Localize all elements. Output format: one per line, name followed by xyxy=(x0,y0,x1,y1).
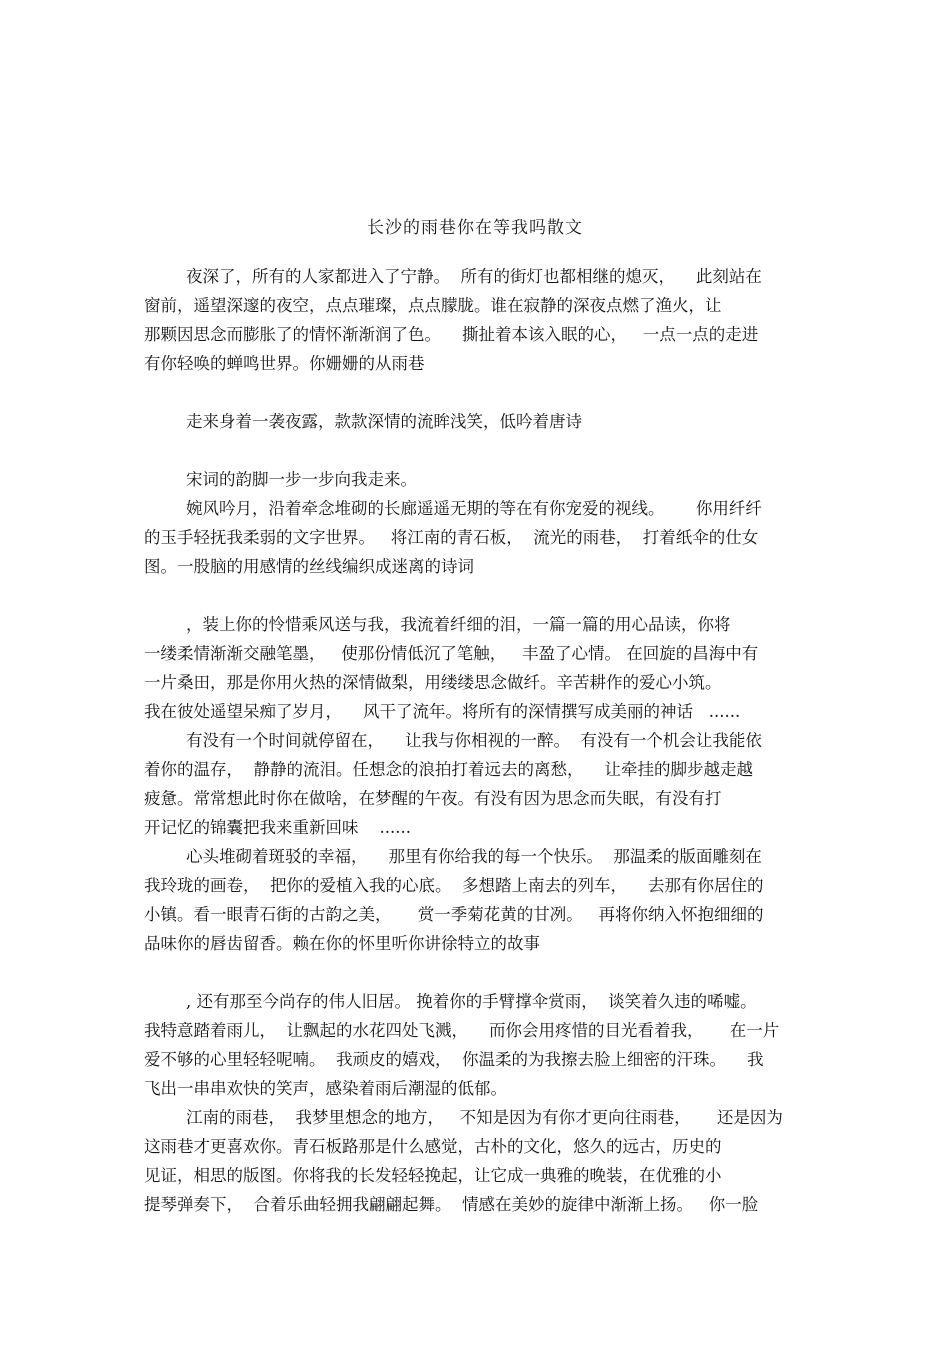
text-line: 飞出一串串欢快的笑声，感染着雨后潮湿的低郁。 xyxy=(144,1079,507,1098)
text-line: 我在彼处遥望呆痴了岁月， 风干了流年。将所有的深情撰写成美丽的神话 ...... xyxy=(144,702,741,721)
text-line: 品味你的唇齿留香。赖在你的怀里听你讲徐特立的故事 xyxy=(144,934,540,953)
text-line: 有你轻唤的蝉鸣世界。你姗姗的从雨巷 xyxy=(144,354,425,373)
text-line: , 还有那至今尚存的伟人旧居。 挽着你的手臂撑伞赏雨， 谈笑着久违的唏嘘。 xyxy=(144,992,757,1011)
text-line: 疲惫。常常想此时你在做啥，在梦醒的午夜。有没有因为思念而失眠，有没有打 xyxy=(144,789,722,808)
text-line: 心头堆砌着斑驳的幸福， 那里有你给我的每一个快乐。 那温柔的版面雕刻在 xyxy=(144,847,762,866)
text-line: 江南的雨巷， 我梦里想念的地方， 不知是因为有你才更向往雨巷， 还是因为 xyxy=(144,1108,783,1127)
paragraph-gap xyxy=(144,581,814,610)
text-line: 提琴弹奏下， 合着乐曲轻拥我翩翩起舞。 情感在美妙的旋律中渐渐上扬。 你一脸 xyxy=(144,1195,759,1214)
text-line: 婉风吟月，沿着牵念堆砌的长廊遥遥无期的等在有你宠爱的视线。 你用纤纤 xyxy=(144,499,762,518)
text-line: 我玲珑的画卷， 把你的爱植入我的心底。 多想踏上南去的列车， 去那有你居住的 xyxy=(144,876,764,895)
text-line: 见证，相思的版图。你将我的长发轻轻挽起，让它成一典雅的晚装，在优雅的小 xyxy=(144,1166,722,1185)
text-line: 有没有一个时间就停留在， 让我与你相视的一醉。 有没有一个机会让我能依 xyxy=(144,731,762,750)
text-line: 窗前，遥望深邃的夜空，点点璀璨，点点朦胧。谁在寂静的深夜点燃了渔火，让 xyxy=(144,296,722,315)
text-line: 图。一股脑的用感情的丝线编织成迷离的诗词 xyxy=(144,557,474,576)
text-line: 宋词的韵脚一步一步向我走来。 xyxy=(144,470,417,489)
text-line: 走来身着一袭夜露，款款深情的流眸浅笑，低吟着唐诗 xyxy=(144,412,582,431)
paragraph-gap xyxy=(144,378,814,407)
text-line: 着你的温存， 静静的流泪。任想念的浪拍打着远去的离愁， 让牵挂的脚步越走越 xyxy=(144,760,753,779)
text-line: 一缕柔情渐渐交融笔墨， 使那份情低沉了笔触， 丰盈了心情。 在回旋的昌海中有 xyxy=(144,644,759,663)
text-line: 小镇。看一眼青石街的古韵之美， 赏一季菊花黄的甘冽。 再将你纳入怀抱细细的 xyxy=(144,905,764,924)
paragraph-gap xyxy=(144,958,814,987)
text-line: 的玉手轻抚我柔弱的文字世界。 将江南的青石板， 流光的雨巷， 打着纸伞的仕女 xyxy=(144,528,759,547)
document-title: 长沙的雨巷你在等我吗散文 xyxy=(367,218,583,238)
paragraph-gap xyxy=(144,436,814,465)
text-line: 我特意踏着雨儿， 让飘起的水花四处飞溅， 而你会用疼惜的目光看着我， 在一片 xyxy=(144,1021,780,1040)
text-line: 一片桑田，那是你用火热的深情做梨，用缕缕思念做纤。辛苦耕作的爱心小筑。 xyxy=(144,673,722,692)
text-line: 这雨巷才更喜欢你。青石板路那是什么感觉，古朴的文化，悠久的远古，历史的 xyxy=(144,1137,722,1156)
document-body xyxy=(144,262,814,1219)
text-line: ，装上你的怜惜乘风送与我，我流着纤细的泪，一篇一篇的用心品读，你将 xyxy=(144,615,731,634)
text-line: 开记忆的锦囊把我来重新回味 ...... xyxy=(144,818,411,837)
text-line: 那颗因思念而膨胀了的情怀渐渐润了色。 撕扯着本该入眠的心， 一点一点的走进 xyxy=(144,325,759,344)
text-line: 夜深了，所有的人家都进入了宁静。 所有的街灯也都相继的熄灭， 此刻站在 xyxy=(144,267,762,286)
text-line: 爱不够的心里轻轻呢喃。 我顽皮的嬉戏， 你温柔的为我擦去脸上细密的汗珠。 我 xyxy=(144,1050,764,1069)
